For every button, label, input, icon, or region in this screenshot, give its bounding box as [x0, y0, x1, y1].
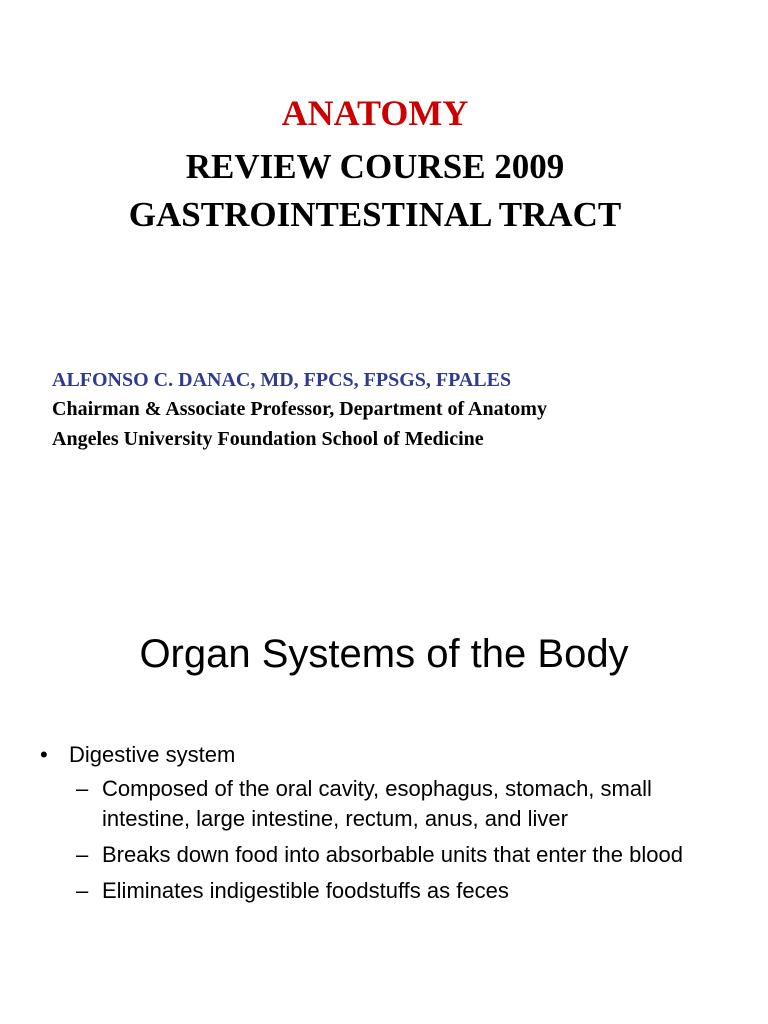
author-institution: Angeles University Foundation School of Medicine	[52, 428, 484, 450]
author-block	[52, 366, 752, 454]
author-name: ALFONSO C. DANAC, MD, FPCS, FPSGS, FPALES	[52, 369, 512, 391]
bullet-text: Digestive system	[69, 742, 236, 767]
slide-organ-systems	[0, 576, 768, 1024]
bullet-list	[40, 740, 740, 912]
sub-bullet-list	[40, 774, 740, 906]
slide-subtitle-topic: GASTROINTESTINAL TRACT	[128, 195, 622, 234]
sub-bullet-text: Eliminates indigestible foodstuffs as feces	[102, 878, 509, 903]
slide-main-title: ANATOMY	[281, 93, 469, 133]
author-position: Chairman & Associate Professor, Department of Anatomy	[52, 398, 547, 420]
sub-bullet-item	[76, 876, 740, 906]
slide-subtitle-course: REVIEW COURSE 2009	[185, 147, 565, 186]
slide-heading: Organ Systems of the Body	[139, 632, 629, 676]
dash-marker: –	[76, 842, 89, 867]
sub-bullet-text: Composed of the oral cavity, esophagus, stomach, small intestine, large intestine, rectum, anus, and liver	[102, 776, 652, 831]
dash-marker: –	[76, 776, 89, 801]
bullet-item	[40, 740, 740, 770]
bullet-marker: •	[40, 742, 48, 767]
sub-bullet-text: Breaks down food into absorbable units that enter the blood	[102, 842, 683, 867]
sub-bullet-item	[76, 774, 740, 834]
dash-marker: –	[76, 878, 89, 903]
sub-bullet-item	[76, 840, 740, 870]
